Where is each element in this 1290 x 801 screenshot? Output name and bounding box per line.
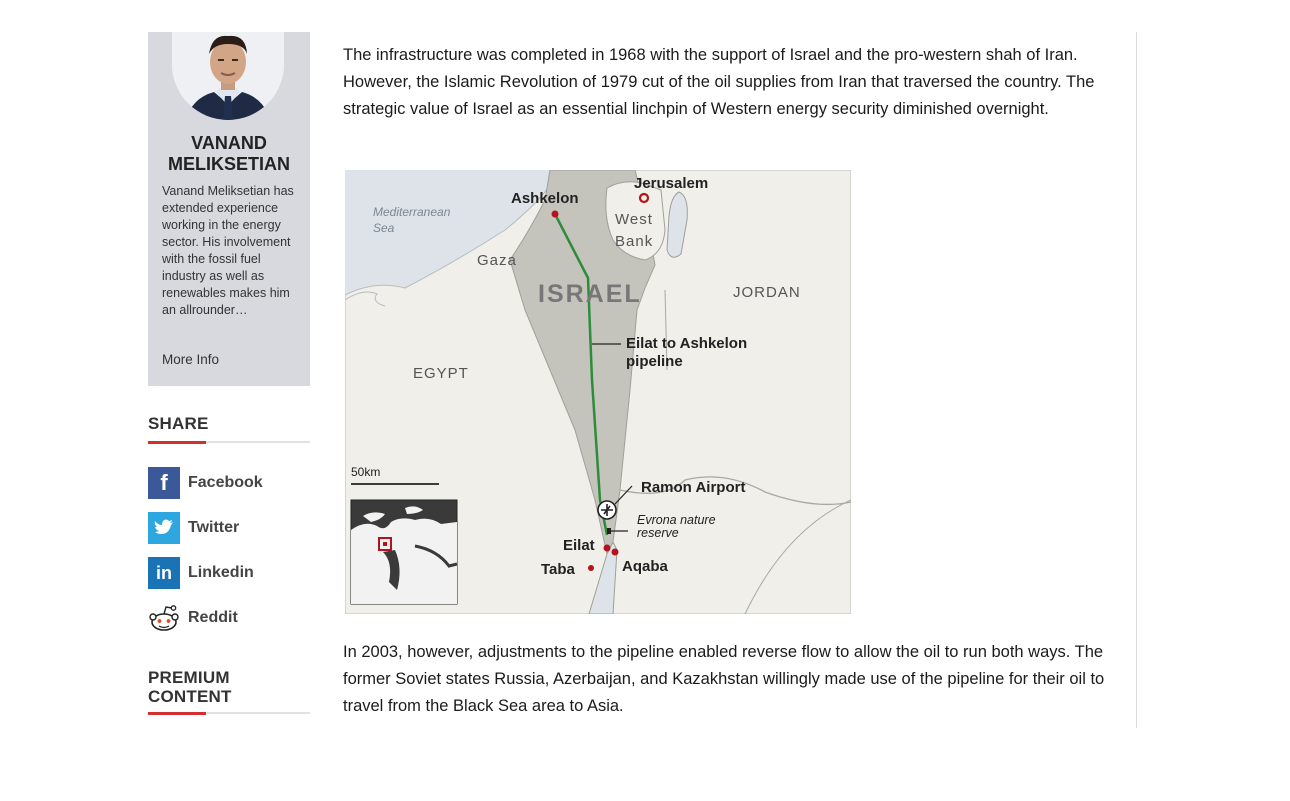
label-evrona-1: Evrona nature xyxy=(637,513,716,527)
premium-divider xyxy=(148,712,310,714)
share-linkedin[interactable] xyxy=(148,557,254,589)
label-israel: ISRAEL xyxy=(538,280,642,308)
share-facebook[interactable] xyxy=(148,467,263,499)
more-info-link[interactable]: More Info xyxy=(162,352,220,367)
premium-heading-line2: CONTENT xyxy=(148,687,232,706)
label-eilat: Eilat xyxy=(563,537,595,554)
taba-marker xyxy=(588,565,594,571)
share-heading: SHARE xyxy=(148,414,209,433)
author-card xyxy=(148,32,310,386)
share-divider xyxy=(148,441,310,443)
share-label: Twitter xyxy=(188,519,240,536)
label-jerusalem: Jerusalem xyxy=(634,175,709,192)
label-gaza: Gaza xyxy=(477,252,517,269)
premium-heading xyxy=(148,668,232,706)
label-pipeline-2: pipeline xyxy=(626,353,683,370)
share-reddit[interactable] xyxy=(148,602,238,634)
share-label: Linkedin xyxy=(188,564,254,581)
label-scale: 50km xyxy=(351,465,381,479)
label-egypt: EGYPT xyxy=(413,365,469,382)
facebook-icon: f xyxy=(148,467,180,499)
label-aqaba: Aqaba xyxy=(622,558,668,575)
twitter-icon xyxy=(148,512,180,544)
label-west-bank-2: Bank xyxy=(615,233,654,250)
author-name: VANAND MELIKSETIAN xyxy=(167,133,290,174)
content-divider xyxy=(1136,32,1137,728)
label-evrona-2: reserve xyxy=(637,526,679,540)
share-twitter[interactable] xyxy=(148,512,239,544)
label-ramon-airport: Ramon Airport xyxy=(641,479,746,496)
label-sea-1: Mediterranean xyxy=(373,205,451,219)
aqaba-marker xyxy=(612,549,619,556)
reddit-icon xyxy=(148,602,180,634)
premium-heading-line1: PREMIUM xyxy=(148,668,230,687)
label-west-bank-1: West xyxy=(615,211,653,228)
inset-map xyxy=(351,500,457,604)
avatar[interactable] xyxy=(172,32,284,120)
label-jordan: JORDAN xyxy=(733,284,801,301)
pipeline-map xyxy=(345,170,851,614)
author-bio: Vanand Meliksetian has extended experience working in the energy sector. His involvement with the fossil fuel industry as well as renewables makes him an allrounder… xyxy=(162,184,294,317)
share-label: Reddit xyxy=(188,609,238,626)
label-taba: Taba xyxy=(541,561,575,578)
share-label: Facebook xyxy=(188,474,263,491)
ashkelon-marker xyxy=(552,211,559,218)
linkedin-icon: in xyxy=(148,557,180,589)
article-paragraph-2: In 2003, however, adjustments to the pipeline enabled reverse flow to allow the oil to run both ways. The former Soviet states Russia, Azerbaijan, and Kazakhstan willingly made use of the pipeline for their oil to travel from the Black Sea area to Asia. xyxy=(343,643,1105,715)
label-pipeline-1: Eilat to Ashkelon xyxy=(626,335,748,352)
article-paragraph-1: The infrastructure was completed in 1968 with the support of Israel and the pro-western shah of Iran. However, the Islamic Revolution of 1979 cut of the oil supplies from Iran that traversed the country. The strategic value of Israel as an essential linchpin of Western energy security diminished overnight. xyxy=(343,46,1095,118)
eilat-marker xyxy=(604,545,611,552)
label-sea-2: Sea xyxy=(373,221,395,235)
label-ashkelon: Ashkelon xyxy=(511,190,579,207)
